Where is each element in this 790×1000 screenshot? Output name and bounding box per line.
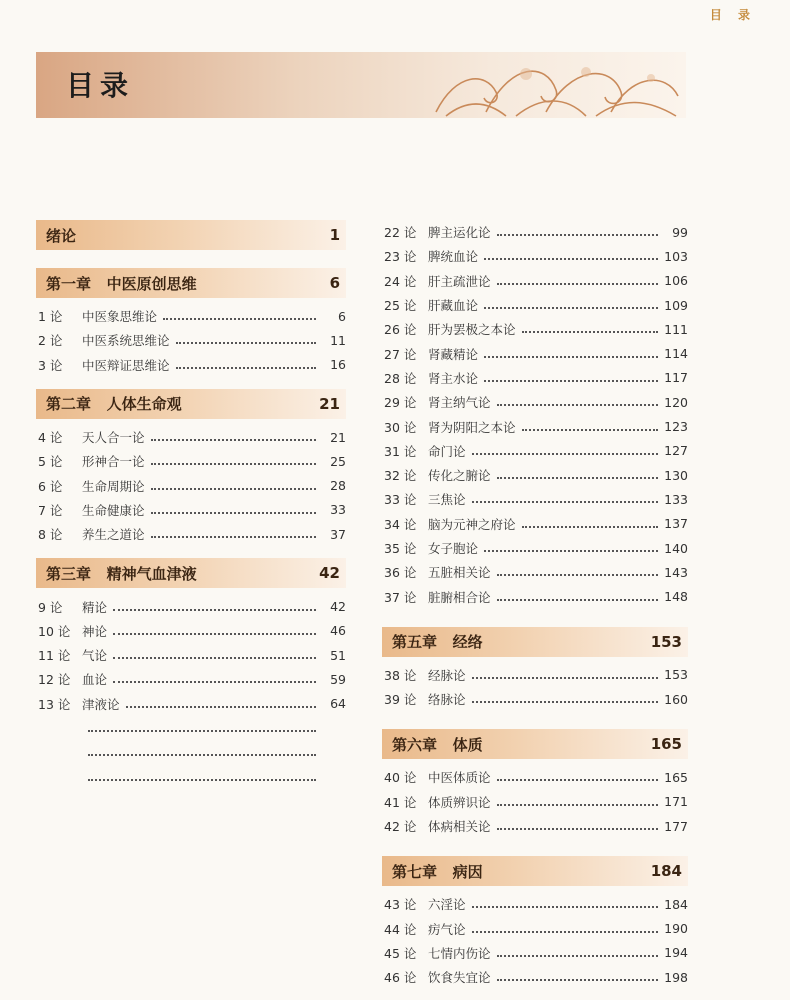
toc-entry[interactable]	[36, 643, 346, 667]
dot-leader	[113, 633, 316, 635]
entry-title: 传化之腑论	[428, 468, 491, 484]
dot-leader	[497, 955, 658, 957]
dot-leader	[497, 804, 658, 806]
entry-number: 28 论	[384, 370, 417, 386]
wave-ornament-icon	[426, 52, 686, 118]
entry-title: 形神合一论	[82, 454, 145, 470]
entry-page: 103	[664, 248, 688, 264]
toc-entry[interactable]	[36, 304, 346, 328]
dot-leader	[88, 779, 316, 781]
chapter-page: 153	[650, 632, 682, 651]
dot-leader	[484, 550, 658, 552]
entry-page: 184	[664, 896, 688, 912]
entry-title: 生命健康论	[82, 502, 145, 518]
entry-number: 31 论	[384, 443, 417, 459]
entry-title: 血论	[82, 672, 108, 688]
entry-page: 133	[664, 491, 688, 507]
toc-entry[interactable]	[382, 220, 688, 244]
chapter-heading[interactable]	[36, 220, 346, 250]
toc-entry[interactable]	[36, 425, 346, 449]
entry-number: 38 论	[384, 667, 417, 683]
dot-leader	[484, 258, 658, 260]
dot-leader	[497, 828, 658, 830]
toc-entry[interactable]	[36, 473, 346, 497]
toc-entry[interactable]	[382, 293, 688, 317]
entry-page: 177	[664, 818, 688, 834]
entry-page: 194	[664, 945, 688, 961]
entry-title: 中医辩证思维论	[82, 357, 170, 373]
entry-number: 45 论	[384, 945, 417, 961]
chapter-title: 第三章 精神气血津液	[46, 564, 197, 583]
dot-leader	[484, 356, 658, 358]
chapter-heading[interactable]	[36, 268, 346, 298]
toc-entry[interactable]	[382, 941, 688, 965]
entry-number: 1 论	[38, 309, 63, 325]
toc-entry[interactable]	[382, 341, 688, 365]
chapter-title: 第六章 体质	[392, 735, 483, 754]
entry-page: 37	[330, 526, 346, 542]
chapter-title: 第五章 经络	[392, 633, 483, 652]
entry-page: 42	[330, 599, 346, 615]
toc-entry[interactable]	[36, 594, 346, 618]
entry-page: 114	[664, 346, 688, 362]
entry-title: 肾藏精论	[428, 346, 479, 362]
entry-number: 7 论	[38, 502, 63, 518]
entry-number: 27 论	[384, 346, 417, 362]
entry-page: 120	[664, 394, 688, 410]
dot-leader	[522, 429, 658, 431]
toc-entry[interactable]	[382, 317, 688, 341]
toc-entry[interactable]	[382, 892, 688, 916]
toc-entry[interactable]	[382, 487, 688, 511]
entry-page: 137	[664, 516, 688, 532]
toc-entry[interactable]	[36, 353, 346, 377]
dot-leader	[113, 657, 316, 659]
dot-leader	[176, 367, 316, 369]
chapter-page: 21	[319, 394, 340, 413]
toc-entry[interactable]	[382, 390, 688, 414]
entry-number: 35 论	[384, 541, 417, 556]
dot-leader	[497, 283, 658, 285]
dot-leader	[484, 307, 658, 309]
dot-leader	[472, 501, 658, 503]
entry-title: 体质辨识论	[428, 794, 491, 810]
entry-number: 41 论	[384, 794, 417, 810]
dot-leader	[472, 931, 658, 933]
toc-entry[interactable]	[36, 667, 346, 691]
entry-title: 中医系统思维论	[82, 333, 170, 349]
dot-leader	[472, 906, 658, 908]
entry-page: 143	[664, 564, 688, 580]
entry-title: 络脉论	[428, 692, 466, 708]
entry-page: 165	[664, 769, 688, 785]
entry-page: 198	[664, 969, 688, 985]
entry-title: 疠气论	[428, 921, 466, 937]
page-title: 目录	[66, 69, 135, 102]
entry-page: 11	[330, 332, 346, 348]
toc-entry[interactable]	[382, 536, 688, 560]
toc-entry[interactable]	[382, 687, 688, 711]
toc-entry[interactable]	[382, 439, 688, 463]
chapter-heading[interactable]	[382, 729, 688, 759]
chapter-page: 184	[650, 862, 682, 881]
entry-page: 51	[330, 647, 346, 663]
entry-title: 脾统血论	[428, 249, 479, 265]
entry-page: 106	[664, 273, 688, 289]
chapter-title: 第二章 人体生命观	[46, 395, 182, 414]
entry-title: 七情内伤论	[428, 945, 491, 961]
entry-page: 153	[664, 667, 688, 683]
entry-number: 25 论	[384, 298, 417, 314]
dot-leader	[522, 526, 658, 528]
entry-number: 37 论	[384, 589, 417, 605]
entry-page: 171	[664, 794, 688, 810]
entry-number: 36 论	[384, 565, 417, 581]
dot-leader	[151, 439, 316, 441]
entry-number: 33 论	[384, 492, 417, 508]
entry-title: 命门论	[428, 443, 466, 459]
dot-leader	[497, 477, 658, 479]
dot-leader	[163, 318, 316, 320]
entry-title: 女子胞论	[428, 541, 479, 556]
toc-entry[interactable]	[382, 584, 688, 608]
entry-number: 39 论	[384, 692, 417, 708]
entry-number: 2 论	[38, 333, 63, 349]
chapter-title: 绪论	[46, 226, 77, 245]
toc-right-column	[382, 220, 688, 989]
dot-leader	[151, 488, 316, 490]
chapter-title: 第七章 病因	[392, 862, 483, 881]
entry-title: 天人合一论	[82, 430, 145, 446]
toc-entry[interactable]	[36, 740, 346, 764]
entry-title: 中医体质论	[428, 770, 491, 786]
entry-number: 34 论	[384, 516, 417, 532]
dot-leader	[472, 701, 658, 703]
toc-entry[interactable]	[382, 814, 688, 838]
chapter-page: 6	[329, 274, 340, 292]
entry-number: 4 论	[38, 430, 63, 446]
entry-title: 神论	[82, 623, 108, 639]
toc-entry[interactable]	[36, 764, 346, 788]
entry-page: 123	[664, 419, 688, 435]
entry-page: 130	[664, 467, 688, 483]
toc-entry[interactable]	[36, 498, 346, 522]
entry-title: 体病相关论	[428, 819, 491, 835]
entry-number: 11 论	[38, 648, 71, 664]
entry-page: 21	[330, 429, 346, 445]
entry-title: 三焦论	[428, 492, 466, 508]
running-head: 目 录	[709, 8, 756, 22]
entry-title: 脏腑相合论	[428, 589, 491, 605]
toc-entry[interactable]	[36, 449, 346, 473]
entry-title: 肾主水论	[428, 370, 479, 386]
entry-page: 140	[664, 540, 688, 556]
entry-title: 脑为元神之府论	[428, 516, 516, 532]
entry-number: 30 论	[384, 419, 417, 435]
entry-title: 经脉论	[428, 667, 466, 683]
entry-page: 64	[330, 696, 346, 712]
entry-number: 8 论	[38, 527, 63, 543]
toc-entry[interactable]	[382, 269, 688, 293]
dot-leader	[151, 463, 316, 465]
entry-page: 99	[672, 224, 688, 240]
chapter-page: 165	[650, 735, 682, 754]
chapter-heading[interactable]	[382, 627, 688, 657]
toc-entry[interactable]	[382, 917, 688, 941]
toc-left-column	[36, 220, 346, 789]
toc-entry[interactable]	[382, 463, 688, 487]
entry-title: 五脏相关论	[428, 565, 491, 581]
entry-page: 33	[330, 502, 346, 518]
dot-leader	[497, 979, 658, 981]
dot-leader	[497, 574, 658, 576]
entry-number: 40 论	[384, 770, 417, 786]
dot-leader	[497, 779, 658, 781]
toc-entry[interactable]	[382, 790, 688, 814]
entry-number: 10 论	[38, 623, 71, 639]
dot-leader	[151, 512, 316, 514]
entry-title: 饮食失宜论	[428, 970, 491, 986]
entry-number: 26 论	[384, 322, 417, 338]
dot-leader	[88, 754, 316, 756]
entry-page: 160	[664, 691, 688, 707]
toc-banner	[36, 52, 686, 118]
entry-page: 117	[664, 370, 688, 386]
dot-leader	[126, 706, 316, 708]
entry-page: 28	[330, 478, 346, 494]
toc-entry[interactable]	[36, 522, 346, 546]
chapter-heading[interactable]	[382, 856, 688, 886]
entry-title: 津液论	[82, 696, 120, 712]
entry-number: 43 论	[384, 897, 417, 913]
entry-page: 6	[338, 308, 346, 324]
entry-page: 109	[664, 297, 688, 313]
entry-number: 22 论	[384, 225, 417, 241]
dot-leader	[484, 380, 658, 382]
dot-leader	[497, 404, 658, 406]
chapter-page: 1	[329, 226, 340, 244]
entry-page: 111	[664, 321, 688, 337]
toc-entry[interactable]	[382, 765, 688, 789]
dot-leader	[88, 730, 316, 732]
entry-title: 精论	[82, 599, 108, 615]
entry-page: 46	[330, 623, 346, 639]
entry-number: 5 论	[38, 454, 63, 470]
toc-entry[interactable]	[382, 965, 688, 989]
entry-number: 29 论	[384, 395, 417, 411]
entry-number: 44 论	[384, 921, 417, 937]
dot-leader	[151, 536, 316, 538]
entry-number: 32 论	[384, 468, 417, 484]
entry-title: 肾为阴阳之本论	[428, 419, 516, 435]
entry-title: 肾主纳气论	[428, 395, 491, 411]
chapter-heading[interactable]	[36, 389, 346, 419]
dot-leader	[497, 599, 658, 601]
entry-number: 13 论	[38, 696, 71, 712]
entry-number: 12 论	[38, 672, 71, 688]
chapter-page: 42	[319, 564, 340, 583]
entry-page: 59	[330, 671, 346, 687]
dot-leader	[113, 609, 316, 611]
entry-title: 六淫论	[428, 897, 466, 913]
chapter-heading[interactable]	[36, 558, 346, 588]
entry-number: 23 论	[384, 249, 417, 265]
toc-entry[interactable]	[36, 619, 346, 643]
toc-entry[interactable]	[36, 328, 346, 352]
toc-entry[interactable]	[382, 512, 688, 536]
entry-page: 25	[330, 453, 346, 469]
toc-entry[interactable]	[382, 244, 688, 268]
dot-leader	[522, 331, 658, 333]
entry-title: 中医象思维论	[82, 309, 158, 325]
entry-page: 127	[664, 443, 688, 459]
toc-entry[interactable]	[382, 366, 688, 390]
entry-number: 24 论	[384, 273, 417, 289]
entry-title: 气论	[82, 648, 108, 664]
entry-page: 148	[664, 589, 688, 605]
entry-title: 肝藏血论	[428, 298, 479, 314]
toc-entry[interactable]	[382, 414, 688, 438]
entry-page: 16	[330, 357, 346, 373]
dot-leader	[113, 681, 316, 683]
dot-leader	[472, 677, 658, 679]
entry-number: 9 论	[38, 599, 63, 615]
entry-number: 42 论	[384, 819, 417, 835]
entry-number: 46 论	[384, 970, 417, 986]
entry-title: 养生之道论	[82, 527, 145, 543]
dot-leader	[472, 453, 658, 455]
entry-title: 肝为罢极之本论	[428, 322, 516, 338]
toc-entry[interactable]	[36, 716, 346, 740]
entry-title: 肝主疏泄论	[428, 273, 491, 289]
toc-entry[interactable]	[382, 663, 688, 687]
toc-entry[interactable]	[382, 560, 688, 584]
dot-leader	[497, 234, 658, 236]
chapter-title: 第一章 中医原创思维	[46, 274, 197, 293]
entry-number: 3 论	[38, 357, 63, 373]
toc-entry[interactable]	[36, 692, 346, 716]
entry-title: 脾主运化论	[428, 225, 491, 241]
entry-number: 6 论	[38, 478, 63, 494]
entry-title: 生命周期论	[82, 478, 145, 494]
entry-page: 190	[664, 921, 688, 937]
dot-leader	[176, 342, 316, 344]
